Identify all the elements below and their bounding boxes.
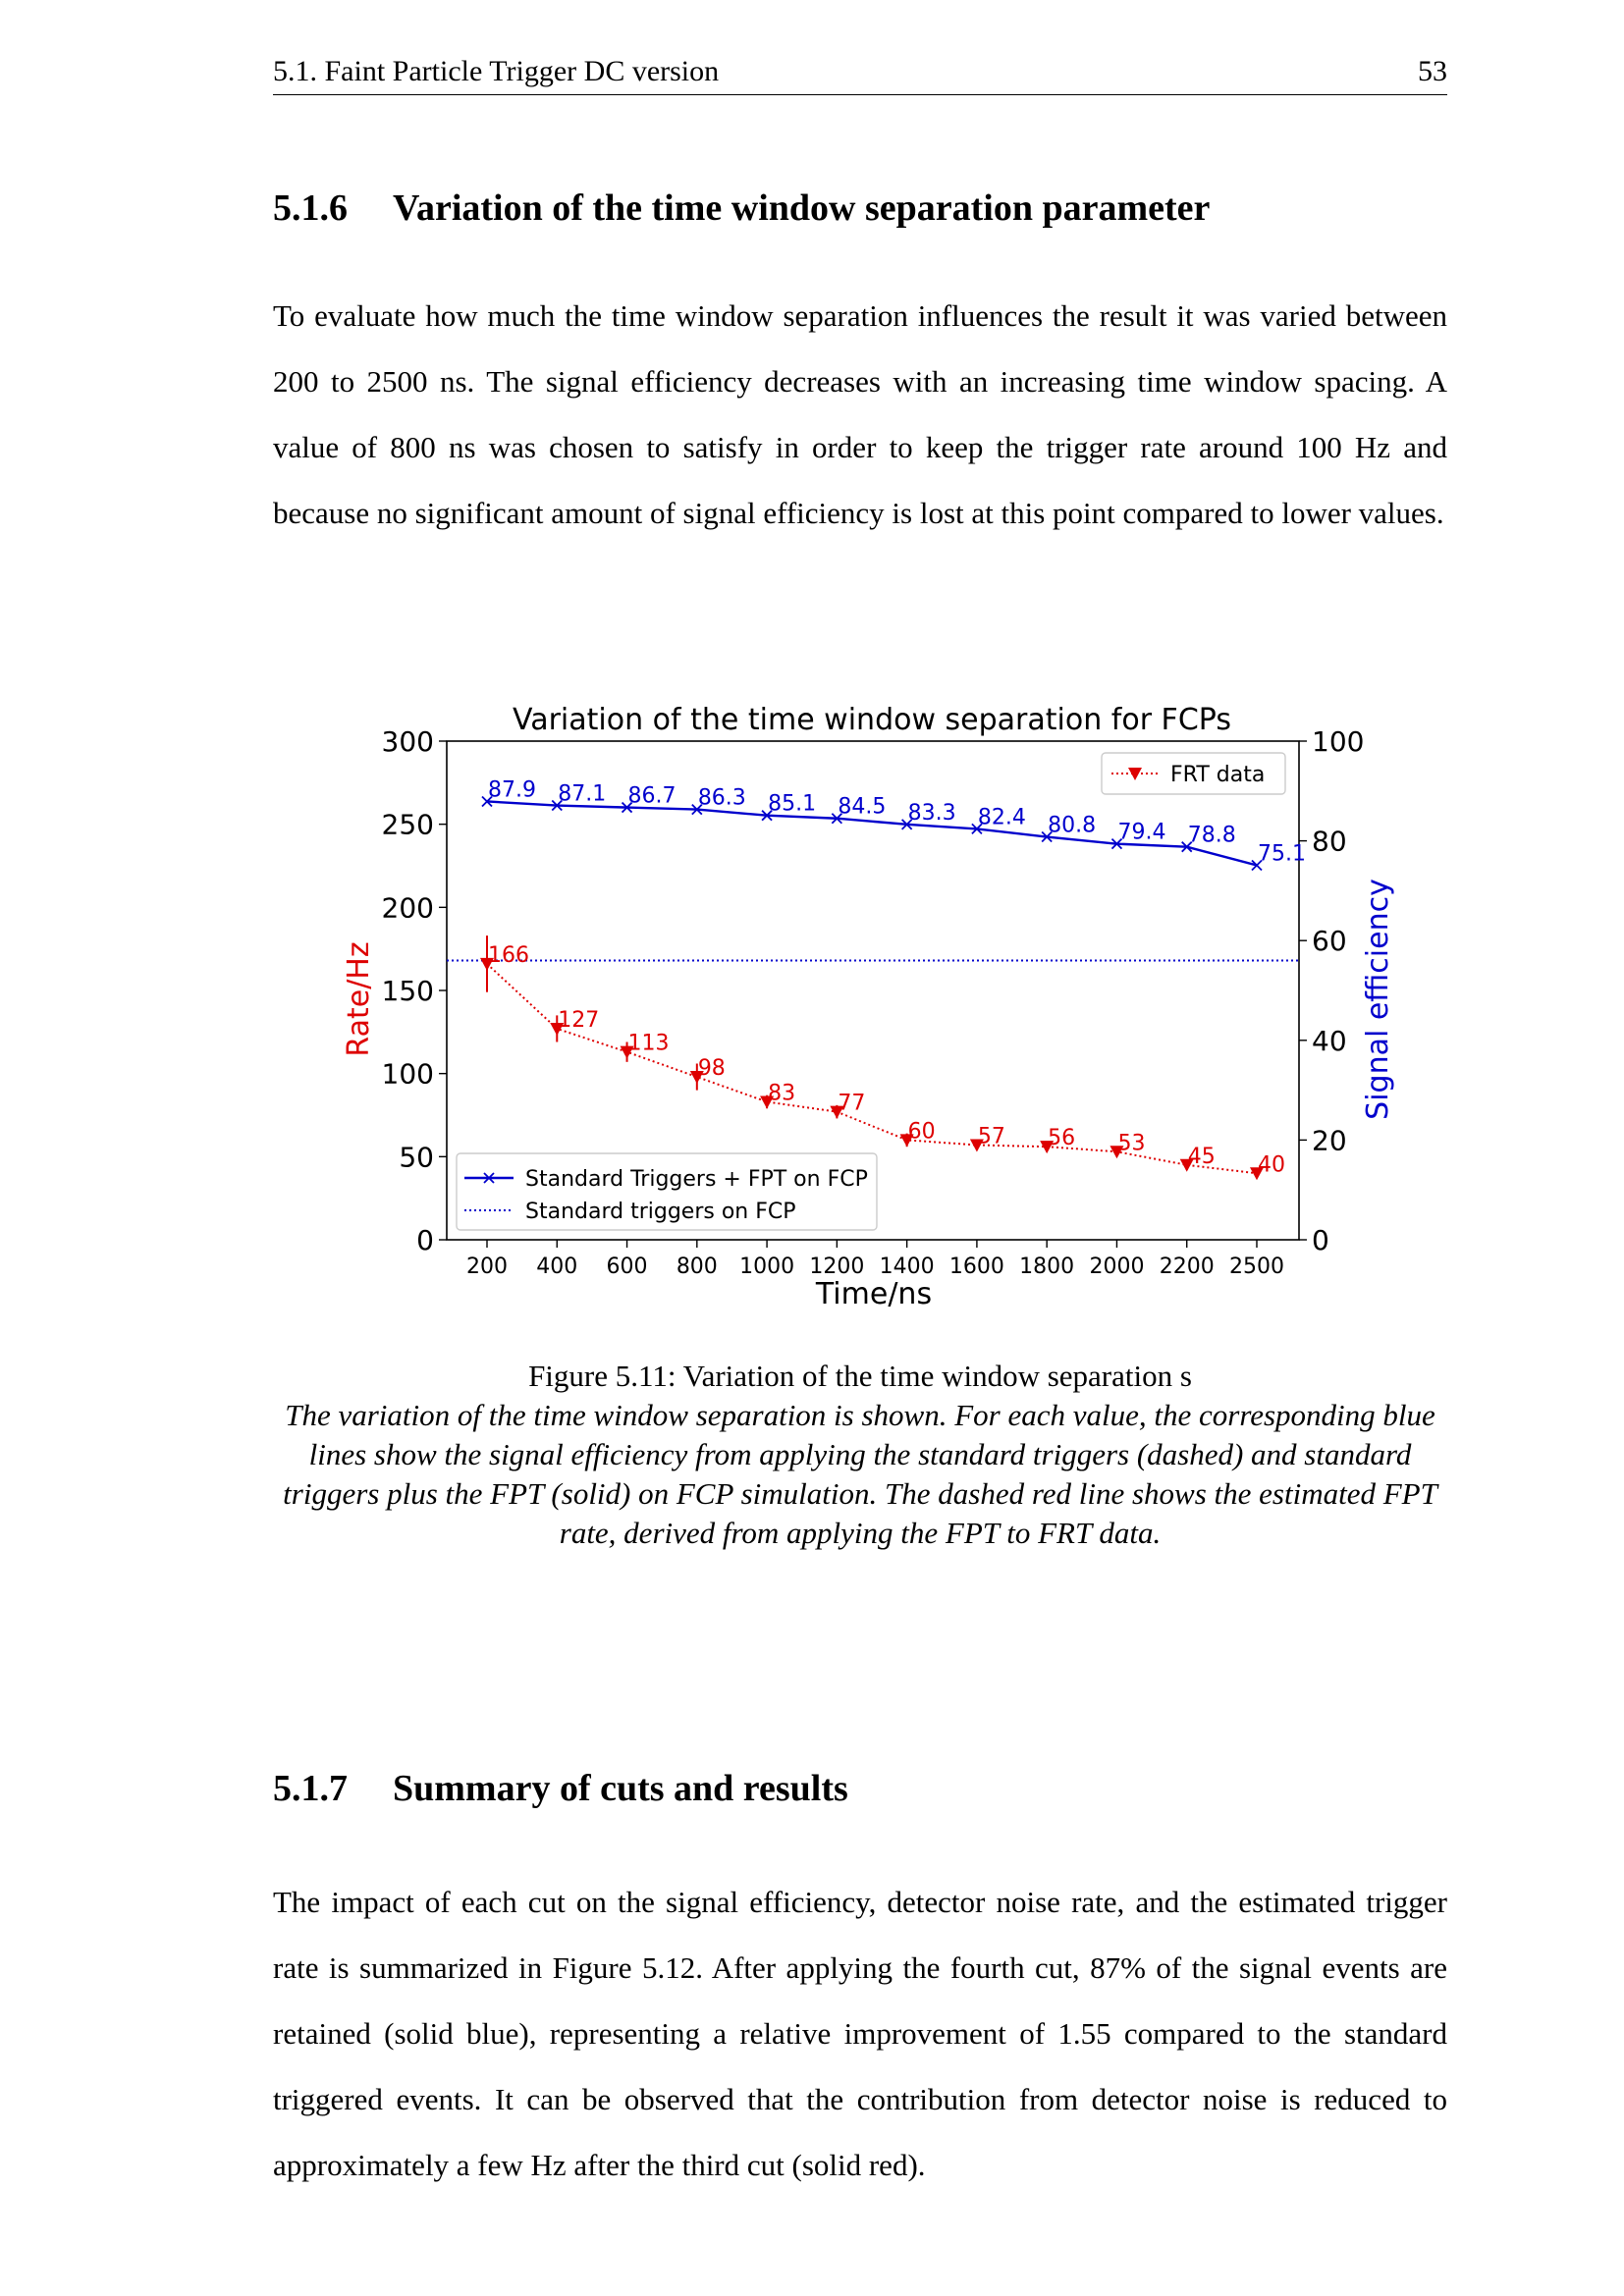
frt-value-label: 77 xyxy=(838,1091,866,1116)
caption-label: Figure 5.11: Variation of the time window separation s xyxy=(528,1359,1192,1393)
figure-5-11-chart xyxy=(334,697,1395,1325)
section-heading-5-1-7 xyxy=(273,1767,848,1810)
section-number: 5.1.7 xyxy=(273,1768,348,1809)
chart-title: Variation of the time window separation for FCPs xyxy=(513,703,1231,737)
right-axis-label: Signal efficiency xyxy=(1361,879,1395,1120)
x-tick-label: 1000 xyxy=(739,1255,795,1279)
section-title: Variation of the time window separation parameter xyxy=(393,187,1211,229)
chart-svg xyxy=(334,697,1395,1325)
frt-value-label: 113 xyxy=(627,1031,670,1056)
right-tick-label: 60 xyxy=(1312,925,1347,958)
x-tick-label: 600 xyxy=(606,1255,648,1279)
legend-frt-label: FRT data xyxy=(1170,763,1266,787)
fpt-value-label: 83.3 xyxy=(907,800,956,826)
x-tick-label: 2200 xyxy=(1159,1255,1215,1279)
frt-value-label: 98 xyxy=(697,1056,726,1082)
left-tick-label: 0 xyxy=(416,1224,434,1256)
frt-value-label: 45 xyxy=(1187,1144,1216,1169)
frt-value-label: 53 xyxy=(1117,1131,1146,1156)
fpt-value-label: 84.5 xyxy=(838,794,887,820)
x-tick-label: 2500 xyxy=(1229,1255,1284,1279)
left-tick-label: 200 xyxy=(381,891,434,925)
figure-caption xyxy=(273,1357,1447,1553)
paragraph-time-window: To evaluate how much the time window separation influences the result it was varied between 200 to 2500 ns. The signal efficiency decreases with an increasing time window spacing. A value of 800 ns was chosen to satisfy in order to keep the trigger rate around 100 Hz and because no significant amount of signal efficiency is lost at this point compared to lower values. xyxy=(273,298,1447,530)
fpt-value-label: 85.1 xyxy=(768,791,817,817)
left-tick-label: 100 xyxy=(381,1057,434,1091)
right-tick-label: 100 xyxy=(1312,725,1365,758)
left-tick-label: 300 xyxy=(381,725,434,758)
fpt-value-label: 87.1 xyxy=(558,781,607,807)
frt-value-label: 57 xyxy=(977,1124,1005,1149)
left-axis-label: Rate/Hz xyxy=(342,941,376,1057)
paragraph-summary: The impact of each cut on the signal efficiency, detector noise rate, and the estimated trigger rate is summarized in Figure 5.12. After applying the fourth cut, 87% of the signal events are retained (solid blue), representing a relative improvement of 1.55 compared to the standard triggered events. It can be observed that the contribution from detector noise is reduced to approximately a few Hz after the third cut (solid red). xyxy=(273,1885,1447,2182)
fpt-value-label: 80.8 xyxy=(1048,813,1097,838)
x-tick-label: 1400 xyxy=(879,1255,935,1279)
fpt-value-label: 87.9 xyxy=(488,777,536,803)
frt-value-label: 40 xyxy=(1258,1152,1285,1178)
section-title: Summary of cuts and results xyxy=(393,1768,848,1809)
left-tick-label: 50 xyxy=(399,1141,434,1174)
caption-description: The variation of the time window separation is shown. For each value, the corresponding blue lines show the signal efficiency from applying the standard triggers (dashed) and standard triggers plus the FPT (solid) on FCP simulation. The dashed red line shows the estimated FPT rate, derived from applying the FPT to FRT data. xyxy=(283,1398,1437,1550)
x-tick-label: 2000 xyxy=(1089,1255,1145,1279)
x-tick-label: 200 xyxy=(466,1255,508,1279)
right-tick-label: 40 xyxy=(1312,1024,1347,1057)
x-tick-label: 1600 xyxy=(948,1255,1004,1279)
running-head-section: 5.1. Faint Particle Trigger DC version xyxy=(273,55,720,87)
x-tick-label: 400 xyxy=(536,1255,578,1279)
section-number: 5.1.6 xyxy=(273,187,348,229)
page-number: 53 xyxy=(1418,55,1447,87)
fpt-value-label: 86.7 xyxy=(627,783,677,809)
frt-value-label: 56 xyxy=(1048,1126,1076,1151)
x-tick-label: 1200 xyxy=(809,1255,865,1279)
fpt-value-label: 78.8 xyxy=(1187,823,1236,848)
x-axis-label: Time/ns xyxy=(815,1277,933,1311)
x-tick-label: 800 xyxy=(676,1255,718,1279)
fpt-value-label: 75.1 xyxy=(1258,841,1306,867)
legend-fpt-label: Standard Triggers + FPT on FCP xyxy=(525,1167,868,1192)
x-tick-label: 1800 xyxy=(1019,1255,1075,1279)
left-tick-label: 150 xyxy=(381,975,434,1007)
section-heading-5-1-6 xyxy=(273,187,1210,230)
right-tick-label: 80 xyxy=(1312,825,1347,858)
fpt-value-label: 82.4 xyxy=(977,805,1026,830)
frt-value-label: 60 xyxy=(907,1119,936,1145)
frt-value-label: 127 xyxy=(558,1007,600,1033)
left-tick-label: 250 xyxy=(381,808,434,841)
right-tick-label: 0 xyxy=(1312,1224,1329,1256)
running-head xyxy=(273,51,1447,95)
frt-value-label: 166 xyxy=(488,942,529,968)
fpt-value-label: 79.4 xyxy=(1117,820,1166,845)
legend-std-label: Standard triggers on FCP xyxy=(525,1200,796,1224)
right-tick-label: 20 xyxy=(1312,1124,1347,1157)
frt-value-label: 83 xyxy=(768,1081,796,1106)
fpt-value-label: 86.3 xyxy=(697,785,746,811)
